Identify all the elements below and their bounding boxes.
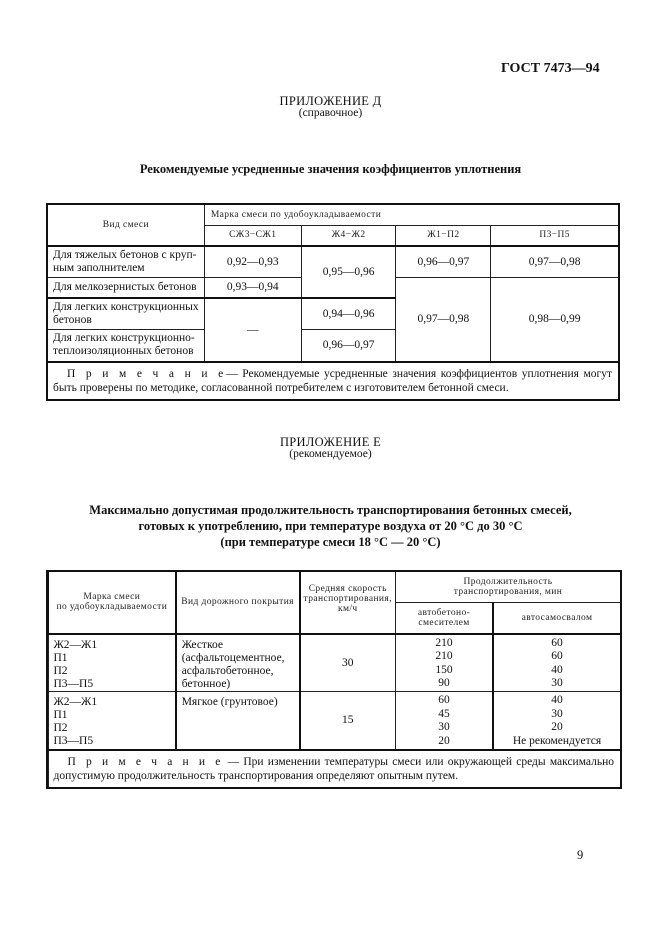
cell-light-szh: — (204, 298, 301, 362)
note-text: — Рекомендуемые усредненные значения коэффициентов уплотнения могут быть проверены по методике, согласованной потребителем с изготовителем бетонной смеси. (53, 367, 612, 394)
appendix-d-heading: Рекомендуемые усредненные значения коэффициентов уплотнения (139, 162, 522, 176)
appendix-d-title: ПРИЛОЖЕНИЕ Д (279, 94, 382, 108)
header-road: Вид дорожного покрытия (176, 572, 300, 634)
header-duration: Продолжительность транспортирования, мин (395, 572, 620, 603)
cell-rest-p3: 0,98—0,99 (491, 278, 619, 362)
row-label-heavy: Для тяжелых бетонов с круп- ным заполнителем (48, 246, 205, 278)
compaction-coefficients-table (47, 204, 619, 400)
row-label-light-structural: Для легких конструкционных бетонов (48, 298, 205, 330)
cell-heavy-szh: 0,92—0,93 (204, 246, 301, 278)
group-1-road: Жесткое (асфальтоцементное, асфальтобетонное, бетонное) (176, 634, 300, 692)
cell-fine-szh: 0,93—0,94 (204, 278, 301, 298)
header-col-p3-p5: П3−П5 (491, 226, 619, 246)
cell-light-structural-zh4: 0,94—0,96 (301, 298, 396, 330)
header-grade-group: Марка смеси по удобоукладываемости (204, 205, 618, 226)
cell-light-insulating-zh4: 0,96—0,97 (301, 330, 396, 362)
group-2-dump: 40 30 20 Не рекомендуется (493, 692, 620, 750)
transport-duration-table (47, 571, 621, 788)
standard-number: ГОСТ 7473—94 (501, 61, 600, 76)
header-col-zh1-p2: Ж1−П2 (396, 226, 491, 246)
cell-heavy-p3: 0,97—0,98 (491, 246, 619, 278)
group-2-grades: Ж2—Ж1 П1 П2 П3—П5 (48, 692, 176, 750)
group-1-grades: Ж2—Ж1 П1 П2 П3—П5 (48, 634, 176, 692)
header-grade: Марка смеси по удобоукладываемости (48, 572, 176, 634)
appendix-e-heading: Максимально допустимая продолжительность транспортирования бетонных смесей, готовых к употреблению, при температуре воздуха от 20 °С до 30 °С (при температуре смеси 18 °С — 20 °С) (89, 503, 572, 549)
group-2-mixer: 60 45 30 20 (395, 692, 493, 750)
row-label-fine: Для мелкозернистых бетонов (48, 278, 205, 298)
header-dump-truck: автосамосвалом (493, 603, 620, 634)
cell-heavy-fine-zh4: 0,95—0,96 (301, 246, 396, 298)
page-number: 9 (577, 848, 584, 862)
appendix-d-status: (справочное) (298, 107, 363, 119)
note-label: П р и м е ч а н и е (67, 367, 227, 380)
group-1-speed: 30 (300, 634, 396, 692)
header-col-zh4-zh2: Ж4−Ж2 (301, 226, 396, 246)
appendix-e-note (48, 750, 621, 788)
header-mixer: автобетоно- смесителем (395, 603, 493, 634)
note-text: — При изменении температуры смеси или окружающей среды максимально допустимую продолжительность транспортирования определяют опытным путем. (53, 755, 614, 782)
header-col-szh3-szh1: СЖ3−СЖ1 (204, 226, 301, 246)
group-1-mixer: 210 210 150 90 (395, 634, 493, 692)
group-2-speed: 15 (300, 692, 396, 750)
cell-rest-zh1: 0,97—0,98 (396, 278, 491, 362)
header-mix-type: Вид смеси (48, 205, 205, 246)
row-label-light-insulating: Для легких конструкционно- теплоизоляционных бетонов (48, 330, 205, 362)
group-1-dump: 60 60 40 30 (493, 634, 620, 692)
header-speed: Средняя скорость транспортирования, км/ч (300, 572, 396, 634)
appendix-e-status: (рекомендуемое) (289, 448, 372, 460)
cell-heavy-zh1: 0,96—0,97 (396, 246, 491, 278)
note-label: П р и м е ч а н и е (67, 755, 224, 768)
appendix-e-title: ПРИЛОЖЕНИЕ Е (279, 435, 382, 449)
appendix-d-note (48, 362, 619, 400)
group-2-road: Мягкое (грунтовое) (176, 692, 300, 750)
